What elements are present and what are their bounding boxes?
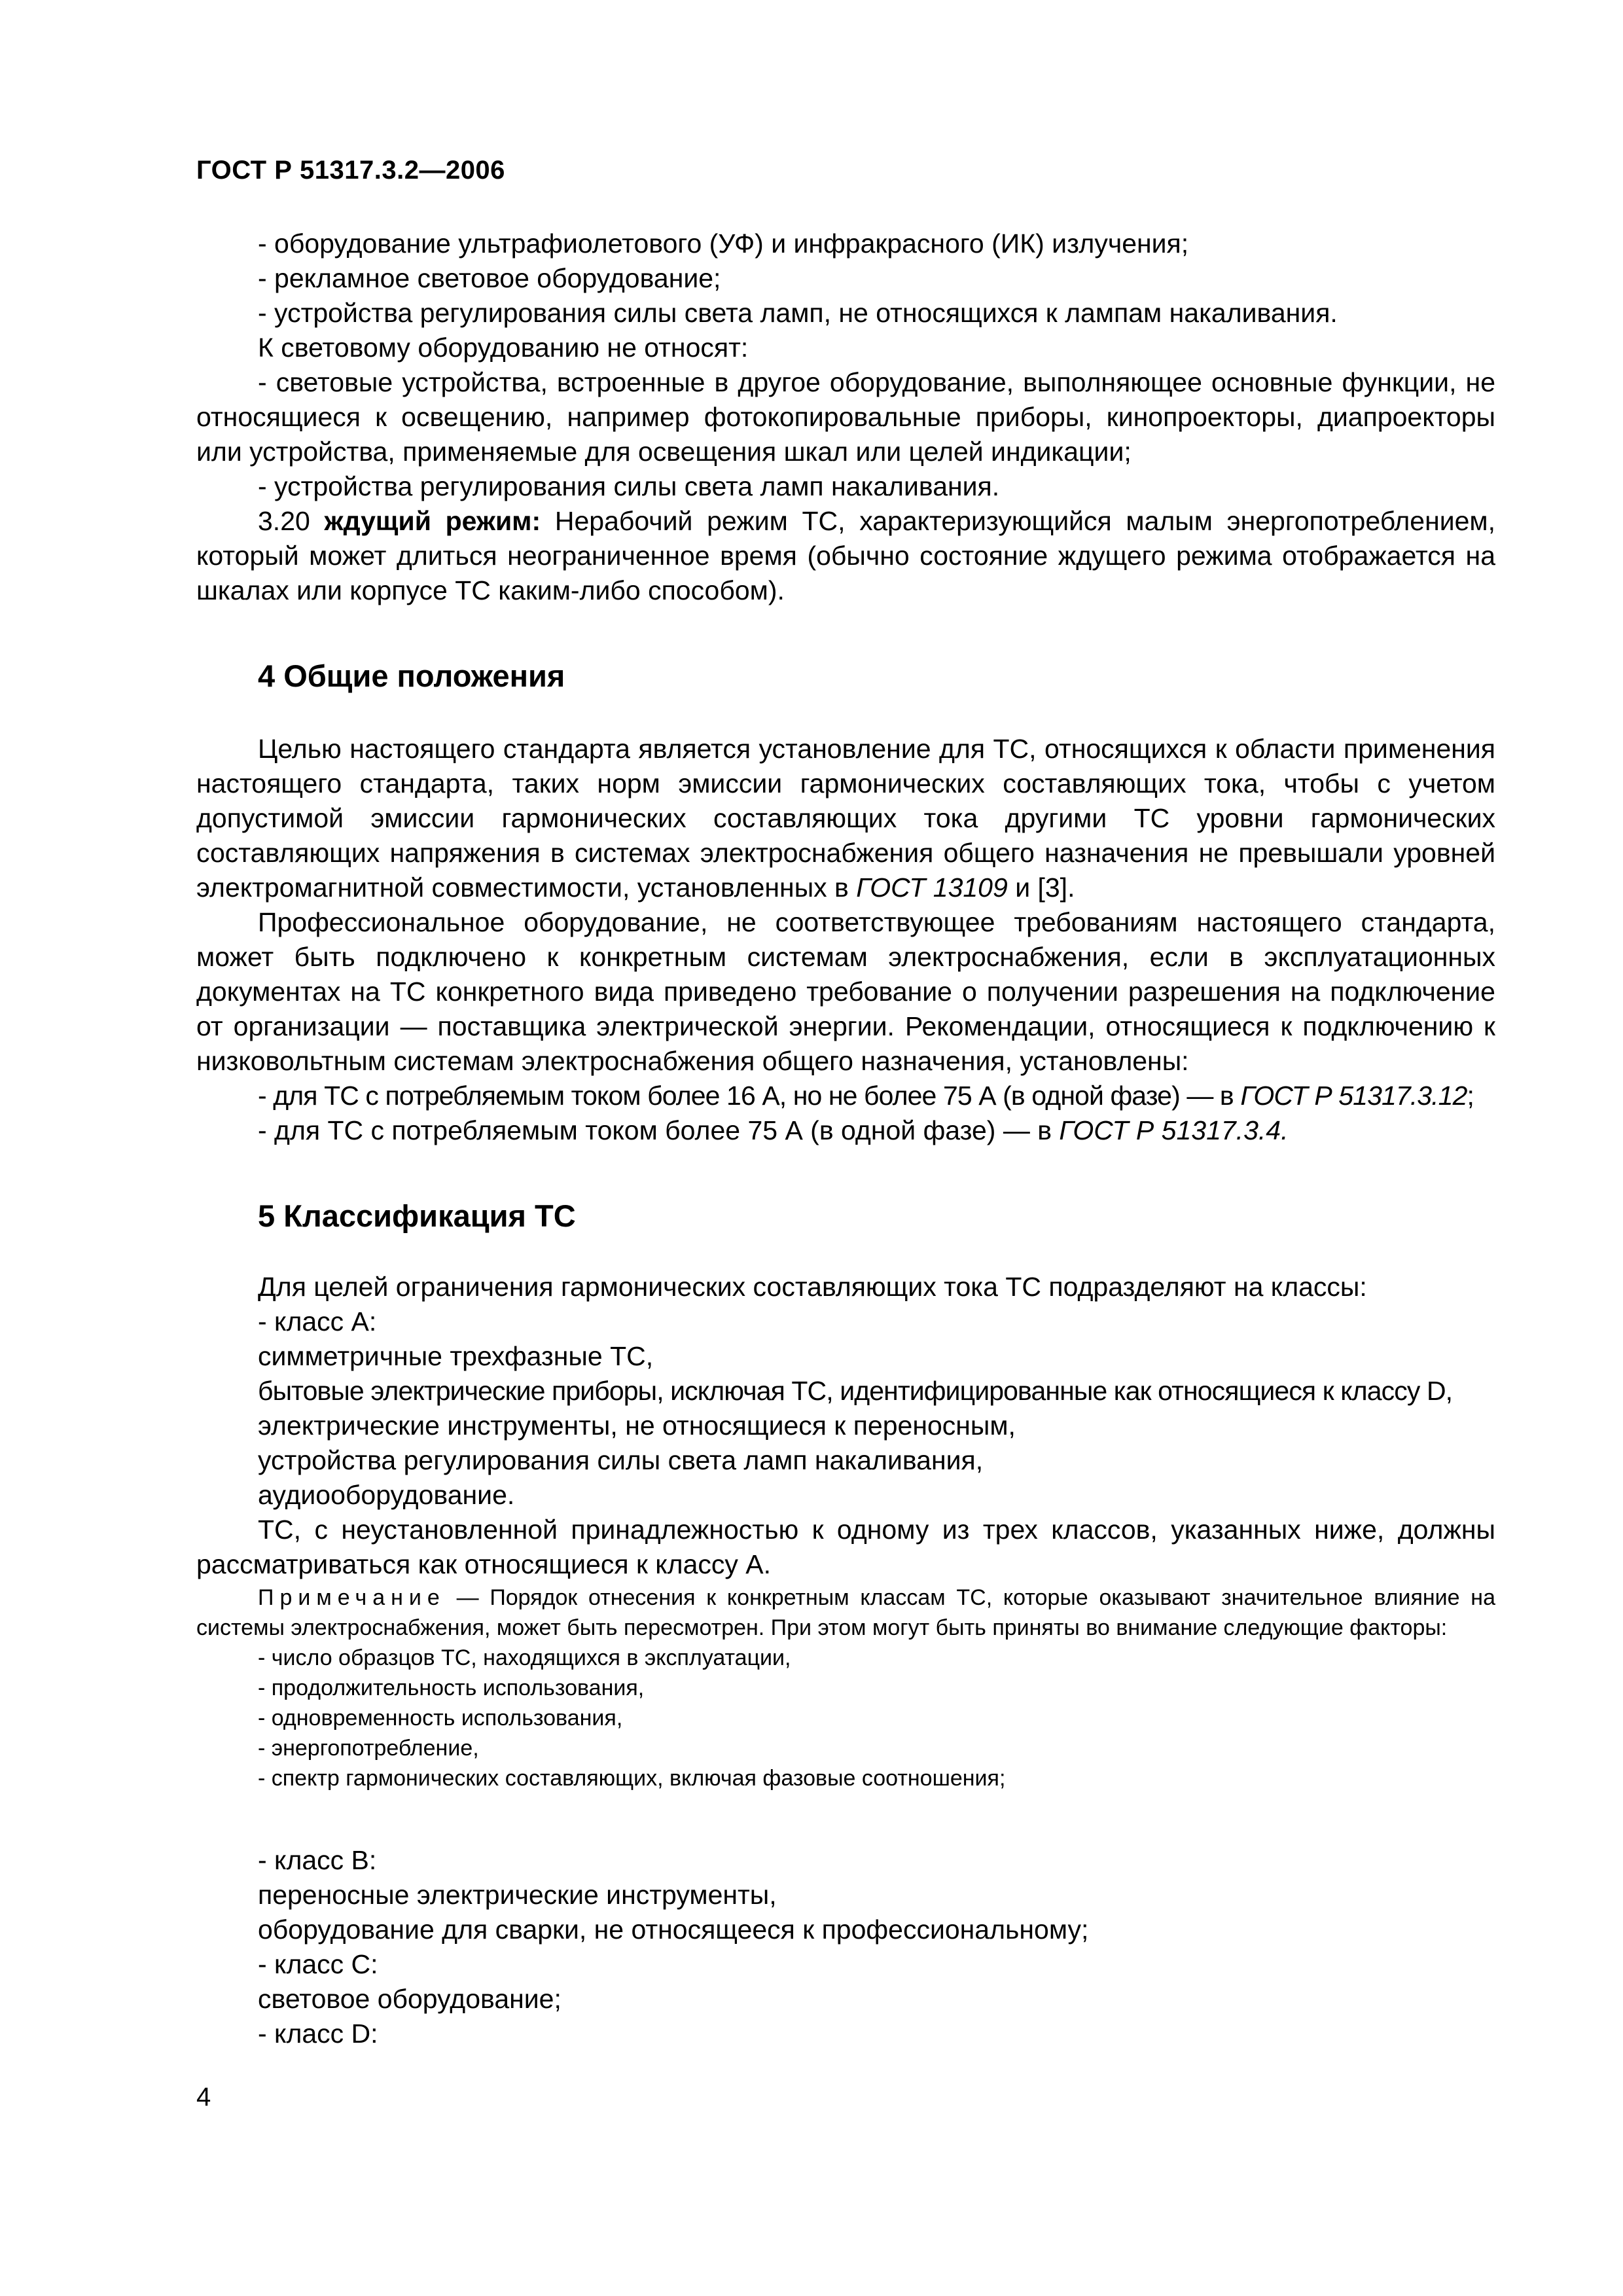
section-5-classes (196, 1843, 1495, 2051)
section-5-body (196, 1270, 1495, 1582)
note-label: Примечание (258, 1585, 446, 1610)
note-list-item: - продолжительность использования, (258, 1676, 645, 1700)
list-item-text: - для ТС с потребляемым током более 75 А (в одной фазе) — в (258, 1115, 1052, 1145)
section-5-title: 5 Классификация ТС (258, 1198, 576, 1233)
section-4-title: 4 Общие положения (258, 658, 565, 693)
class-label: - класс В: (258, 1845, 377, 1875)
list-item (196, 1079, 1495, 1113)
section-4-body (196, 732, 1495, 1148)
class-label: - класс D: (258, 2018, 378, 2049)
note-list-item: - одновременность использования, (258, 1706, 623, 1731)
list-item: аудиооборудование. (258, 1480, 515, 1510)
paragraph: Профессиональное оборудование, не соответствующее требованиям настоящего стандарта, может быть подключено к конкретным системам электроснабжения, если в эксплуатационных документах на ТС конкретного вида приведено требование о получении разрешения на подключение от организации — поставщика электрической энергии. Рекомендации, относящиеся к подключению к низковольтным системам электроснабжения общего назначения, установлены: (196, 907, 1495, 1076)
list-item: устройства регулирования силы света ламп накаливания, (258, 1445, 984, 1475)
list-item: оборудование для сварки, не относящееся к профессиональному; (258, 1914, 1089, 1945)
list-item: переносные электрические инструменты, (258, 1880, 777, 1910)
definition-term: ждущий режим: (324, 506, 541, 536)
definition-text: Нерабочий режим ТС, характеризующийся малым энергопотреблением, который может длиться неограниченное время (обычно состояние ждущего режима отображается на шкалах или корпусе ТС каким-либо способом). (196, 506, 1495, 605)
list-item-text: - для ТС с потребляемым током более 16 А, но не более 75 А (в одной фазе) — в (258, 1081, 1234, 1111)
list-item: - световые устройства, встроенные в другое оборудование, выполняющее основные функции, не относящиеся к освещению, например фотокопировальные приборы, кинопроекторы, диапроекторы или устройства, применяемые для освещения шкал или целей индикации; (196, 367, 1495, 467)
list-item (196, 1113, 1495, 1148)
note-paragraph (196, 1583, 1495, 1643)
list-item: бытовые электрические приборы, исключая ТС, идентифицированные как относящиеся к классу D, (258, 1376, 1453, 1406)
list-item: - рекламное световое оборудование; (258, 263, 721, 293)
definition-3-20 (196, 504, 1495, 608)
note-list-item: - энергопотребление, (258, 1736, 479, 1761)
document-header: ГОСТ Р 51317.3.2—2006 (196, 156, 505, 185)
list-item: световое оборудование; (258, 1984, 562, 2014)
note-text: — Порядок отнесения к конкретным классам ТС, которые оказывают значительное влияние на системы электроснабжения, может быть пересмотрен. При этом могут быть приняты во внимание следующие факторы: (196, 1585, 1495, 1640)
note-list-item: - число образцов ТС, находящихся в эксплуатации, (258, 1645, 791, 1670)
class-label: - класс С: (258, 1949, 378, 1979)
standard-reference: ГОСТ 13109 (856, 872, 1008, 903)
note-block (196, 1583, 1495, 1793)
list-item-text: ; (1467, 1081, 1474, 1111)
list-item: - оборудование ультрафиолетового (УФ) и инфракрасного (ИК) излучения; (258, 228, 1189, 259)
paragraph: Для целей ограничения гармонических составляющих тока ТС подразделяют на классы: (258, 1272, 1367, 1302)
exclusions-intro: К световому оборудованию не относят: (258, 332, 749, 363)
standard-reference: ГОСТ Р 51317.3.12 (1240, 1081, 1467, 1111)
paragraph (196, 732, 1495, 905)
list-item: - устройства регулирования силы света ламп, не относящихся к лампам накаливания. (258, 298, 1338, 328)
definition-number: 3.20 (258, 506, 310, 536)
class-label: - класс А: (258, 1306, 377, 1336)
standard-reference: ГОСТ Р 51317.3.4. (1059, 1115, 1289, 1145)
paragraph: ТС, с неустановленной принадлежностью к одному из трех классов, указанных ниже, должны рассматриваться как относящиеся к классу А. (196, 1515, 1495, 1579)
list-item: - устройства регулирования силы света ламп накаливания. (258, 471, 1000, 501)
page-number: 4 (196, 2083, 211, 2111)
paragraph-text: Целью настоящего стандарта является установление для ТС, относящихся к области применения настоящего стандарта, таких норм эмиссии гармонических составляющих тока, чтобы с учетом допустимой эмиссии гармонических составляющих тока другими ТС уровни гармонических составляющих напряжения в системах электроснабжения общего назначения не превышали уровней электромагнитной совместимости, установленных в (196, 734, 1495, 903)
note-list-item: - спектр гармонических составляющих, включая фазовые соотношения; (258, 1766, 1006, 1791)
definitions-continuation (196, 226, 1495, 608)
paragraph-text: и [3]. (1015, 872, 1075, 903)
list-item: симметричные трехфазные ТС, (258, 1341, 654, 1371)
list-item: электрические инструменты, не относящиеся к переносным, (258, 1410, 1016, 1441)
